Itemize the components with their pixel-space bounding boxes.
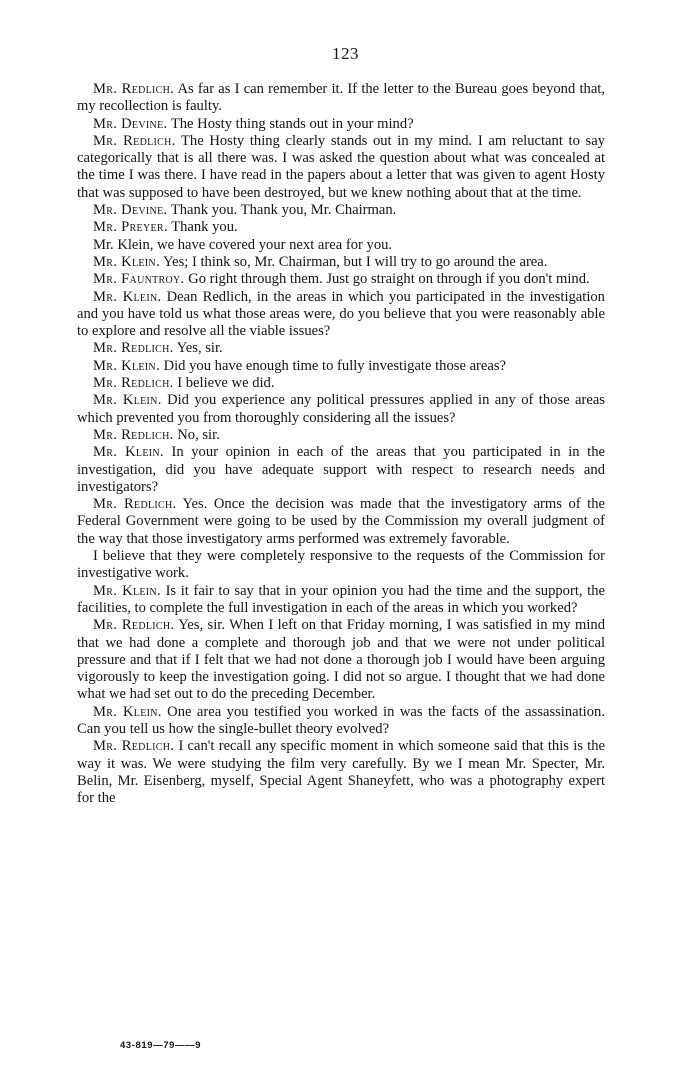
transcript-paragraph — [77, 133, 605, 202]
paragraph-text: Thank you. — [171, 219, 238, 236]
transcript-paragraph — [77, 617, 605, 703]
paragraph-text: The Hosty thing clearly stands out in my mind. I am reluctant to say categorically that is all there was. I was asked the question about what was concealed at the time I was there. I have read in the papers about a letter that was given to agent Hosty that was supposed to have been destroyed, but we knew nothing about that at the time. — [77, 132, 605, 201]
transcript-paragraph — [77, 358, 605, 375]
paragraph-text: Yes, sir. When I left on that Friday morning, I was satisfied in my mind that we had done a complete and thorough job and that we were not under political pressure and that if I felt that we had not done a thorough job I would have been arguing vigorously to keep the investigation going. I did not so argue. I thought that we had done what we had set out to do the preceding December. — [77, 617, 606, 703]
paragraph-text: Did you experience any political pressures applied in any of those areas which prevented you from thoroughly considering all the issues? — [77, 392, 605, 426]
page-number: 123 — [332, 44, 359, 63]
speaker-name: Mr. Klein. — [93, 392, 162, 409]
speaker-name: Mr. Preyer. — [93, 219, 168, 236]
speaker-name: Mr. Redlich. — [93, 81, 175, 97]
paragraph-text: I believe we did. — [177, 375, 275, 392]
print-code-footer: 43-819—79——9 — [120, 1040, 202, 1051]
transcript-paragraph — [77, 202, 605, 219]
speaker-name: Mr. Klein. — [93, 703, 162, 720]
paragraph-text: Go right through them. Just go straight on through if you don't mind. — [188, 271, 590, 288]
paragraph-text: One area you testified you worked in was the facts of the assassination. Can you tell us how the single-bullet theory evolved? — [77, 703, 605, 737]
paragraph-text: I can't recall any specific moment in which someone said that this is the way it was. We were studying the film very carefully. By we I mean Mr. Specter, Mr. Belin, Mr. Eisenberg, myself, Special Agent Shaneyfett, who was a photography expert for the — [77, 738, 605, 807]
speaker-name: Mr. Klein. — [93, 253, 160, 270]
transcript-paragraph — [77, 427, 605, 444]
speaker-name: Mr. Redlich. — [93, 617, 175, 634]
paragraph-text: I believe that they were completely responsive to the requests of the Commission for investigative work. — [77, 548, 605, 582]
transcript-paragraph — [77, 583, 605, 618]
speaker-name: Mr. Devine. — [93, 115, 168, 132]
transcript-body — [77, 81, 605, 807]
speaker-name: Mr. Redlich. — [93, 132, 176, 149]
transcript-paragraph — [77, 254, 605, 271]
transcript-paragraph — [77, 271, 605, 288]
paragraph-text: Yes, sir. — [176, 340, 223, 357]
speaker-name: Mr. Klein. — [93, 288, 162, 305]
paragraph-text: In your opinion in each of the areas that you participated in in the investigation, did you have adequate support with respect to research needs and investigators? — [77, 444, 605, 495]
paragraph-text: Yes. Once the decision was made that the investigatory arms of the Federal Government were going to be used by the Commission my overall judgment of the way that those investigatory arms performed was extremely favorable. — [77, 496, 605, 547]
speaker-name: Mr. Klein. — [93, 582, 161, 599]
speaker-name: Mr. Devine. — [93, 202, 168, 219]
transcript-paragraph — [77, 738, 605, 807]
transcript-paragraph — [77, 375, 605, 392]
transcript-paragraph — [77, 548, 605, 583]
speaker-name: Mr. Redlich. — [93, 340, 174, 357]
paragraph-text: Did you have enough time to fully investigate those areas? — [163, 357, 507, 374]
paragraph-text: Dean Redlich, in the areas in which you participated in the investigation and you have told us what those areas were, do you believe that you were reasonably able to explore and resolve all the viable issues? — [77, 288, 605, 340]
transcript-paragraph — [77, 392, 605, 427]
paragraph-text: Is it fair to say that in your opinion you had the time and the support, the facilities, to complete the full investigation in each of the areas in which you worked? — [77, 582, 606, 616]
speaker-name: Mr. Fauntroy. — [93, 271, 185, 288]
transcript-paragraph — [77, 116, 605, 133]
paragraph-text: Mr. Klein, we have covered your next area for you. — [93, 236, 393, 253]
transcript-paragraph — [77, 340, 605, 357]
paragraph-text: No, sir. — [177, 426, 220, 443]
transcript-paragraph — [77, 704, 605, 739]
speaker-name: Mr. Redlich. — [93, 426, 174, 443]
speaker-name: Mr. Klein. — [93, 444, 164, 461]
speaker-name: Mr. Redlich. — [93, 738, 175, 755]
paragraph-text: The Hosty thing stands out in your mind? — [170, 115, 414, 132]
transcript-paragraph — [77, 237, 605, 254]
paragraph-text: As far as I can remember it. If the letter to the Bureau goes beyond that, my recollection is faulty. — [77, 81, 605, 115]
transcript-paragraph — [77, 289, 605, 341]
transcript-paragraph — [77, 444, 605, 496]
paragraph-text: Thank you. Thank you, Mr. Chairman. — [170, 202, 397, 219]
transcript-paragraph — [77, 81, 605, 116]
speaker-name: Mr. Redlich. — [93, 496, 177, 513]
transcript-paragraph — [77, 496, 605, 548]
speaker-name: Mr. Klein. — [93, 357, 160, 374]
paragraph-text: Yes; I think so, Mr. Chairman, but I will try to go around the area. — [163, 253, 548, 270]
speaker-name: Mr. Redlich. — [93, 375, 174, 392]
transcript-paragraph — [77, 219, 605, 236]
